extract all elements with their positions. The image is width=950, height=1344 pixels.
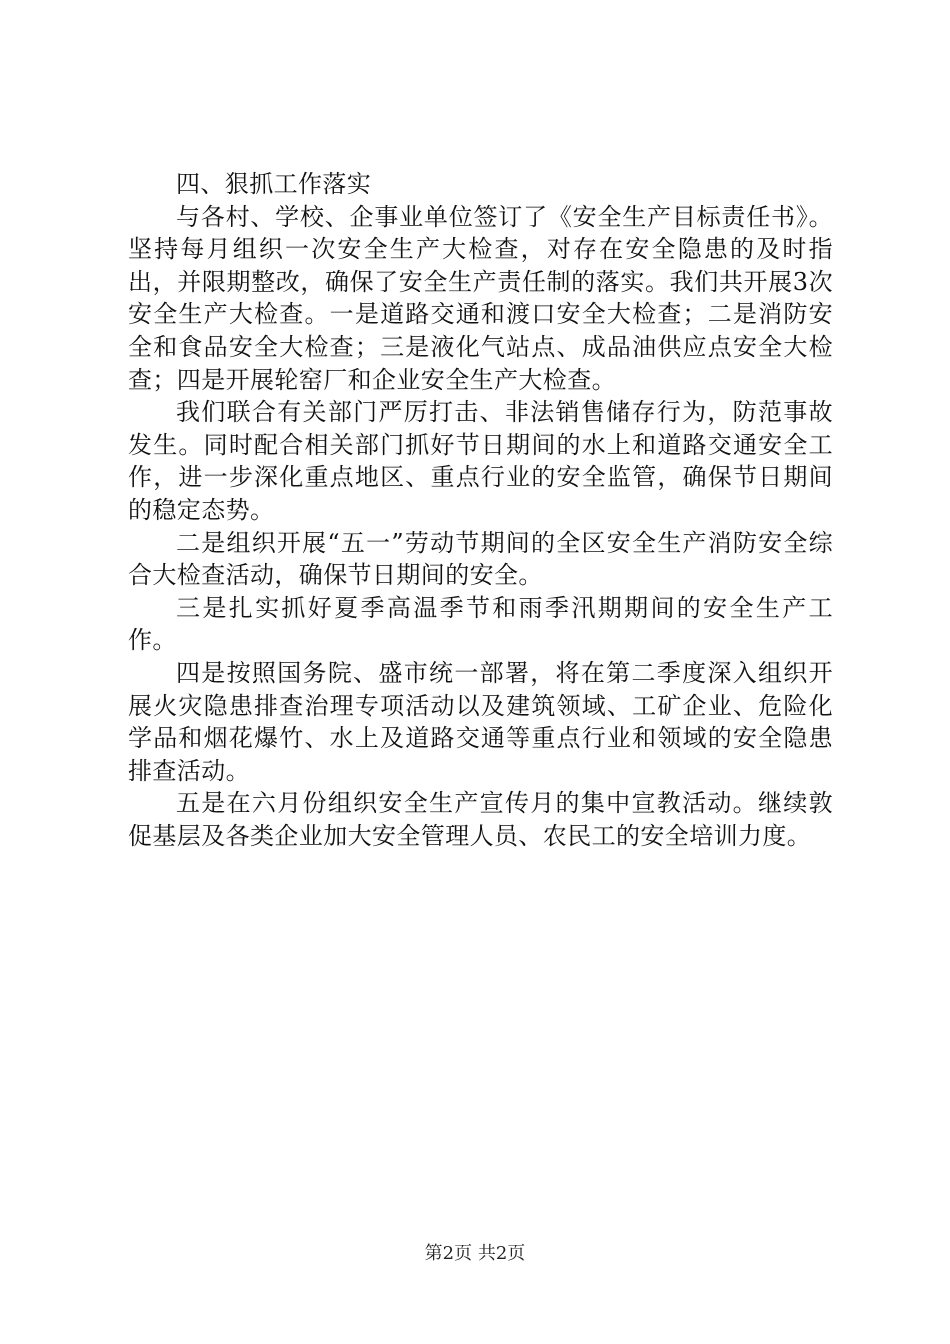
paragraph-hazard-inspection: 四是按照国务院、盛市统一部署，将在第二季度深入组织开展火灾隐患排查治理专项活动以及建筑领域、工矿企业、危险化学品和烟花爆竹、水上及道路交通等重点行业和领域的安全隐患排查活动。 [128, 658, 833, 785]
section-heading: 四、狠抓工作落实 [176, 170, 372, 198]
paragraph-summer-safety: 三是扎实抓好夏季高温季节和雨季汛期期间的安全生产工作。 [128, 593, 833, 655]
paragraph-safety-month: 五是在六月份组织安全生产宣传月的集中宣教活动。继续敦促基层及各类企业加大安全管理人员、农民工的安全培训力度。 [128, 789, 833, 850]
page-number-footer: 第2页 共2页 [424, 1243, 526, 1264]
paragraph-may-day-inspection: 二是组织开展“五一”劳动节期间的全区安全生产消防安全综合大检查活动，确保节日期间的安全。 [128, 528, 833, 590]
document-body [128, 168, 833, 852]
paragraph-responsibility: 与各村、学校、企事业单位签订了《安全生产目标责任书》。坚持每月组织一次安全生产大检查，对存在安全隐患的及时指出，并限期整改，确保了安全生产责任制的落实。我们共开展3次安全生产大检查。一是道路交通和渡口安全大检查；二是消防安全和食品安全大检查；三是液化气站点、成品油供应点安全大检查；四是开展轮窑厂和企业安全生产大检查。 [128, 202, 833, 394]
paragraph-joint-enforcement: 我们联合有关部门严厉打击、非法销售储存行为，防范事故发生。同时配合相关部门抓好节日期间的水上和道路交通安全工作，进一步深化重点地区、重点行业的安全监管，确保节日期间的稳定态势。 [128, 398, 833, 524]
